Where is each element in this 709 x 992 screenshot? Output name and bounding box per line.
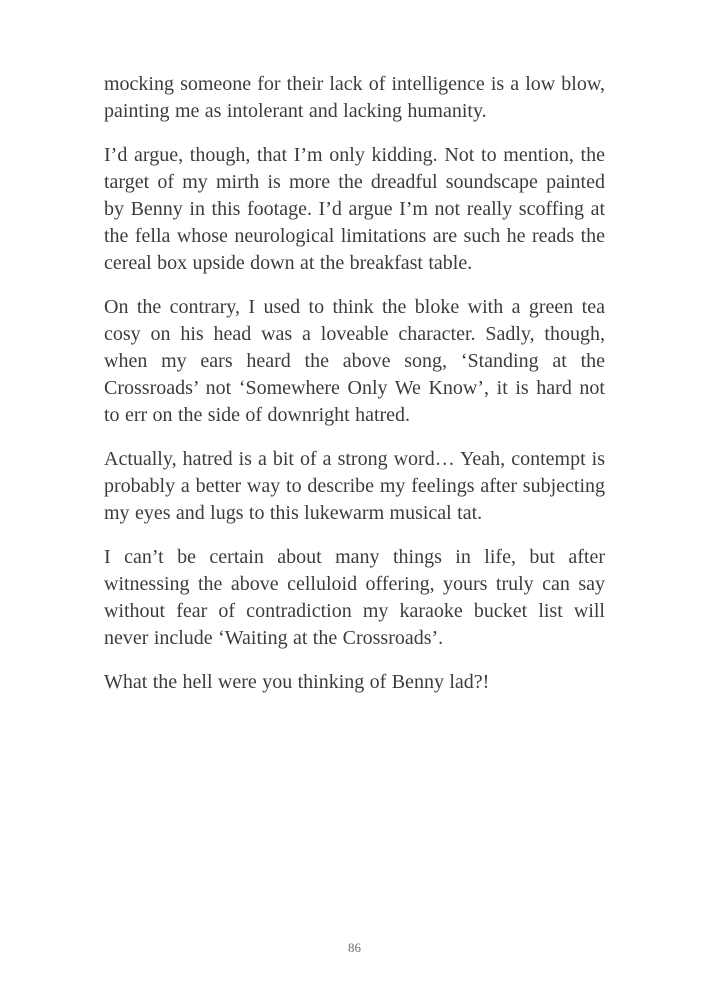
page-number: 86 xyxy=(348,940,361,955)
paragraph: What the hell were you thinking of Benny lad?! xyxy=(104,671,490,693)
paragraph: I’d argue, though, that I’m only kidding. Not to mention, the target of my mirth is more the dreadful soundscape painted by Benny in this footage. I’d argue I’m not really scoffing at the fella whose neurological limitations are such he reads the cereal box upside down at the breakfast table. xyxy=(104,144,605,274)
paragraph: On the contrary, I used to think the bloke with a green tea cosy on his head was a loveable character. Sadly, though, when my ears heard the above song, ‘Standing at the Crossroads’ not ‘Somewhere Only We Know’, it is hard not to err on the side of downright hatred. xyxy=(104,296,605,426)
paragraph: mocking someone for their lack of intelligence is a low blow, painting me as intolerant and lacking humanity. xyxy=(104,73,605,122)
paragraph: I can’t be certain about many things in life, but after witnessing the above celluloid offering, yours truly can say without fear of contradiction my karaoke bucket list will never include ‘Waiting at the Crossroads’. xyxy=(104,546,605,649)
body-text-block xyxy=(104,71,605,696)
paragraph: Actually, hatred is a bit of a strong word… Yeah, contempt is probably a better way to describe my feelings after subjecting my eyes and lugs to this lukewarm musical tat. xyxy=(104,448,605,524)
